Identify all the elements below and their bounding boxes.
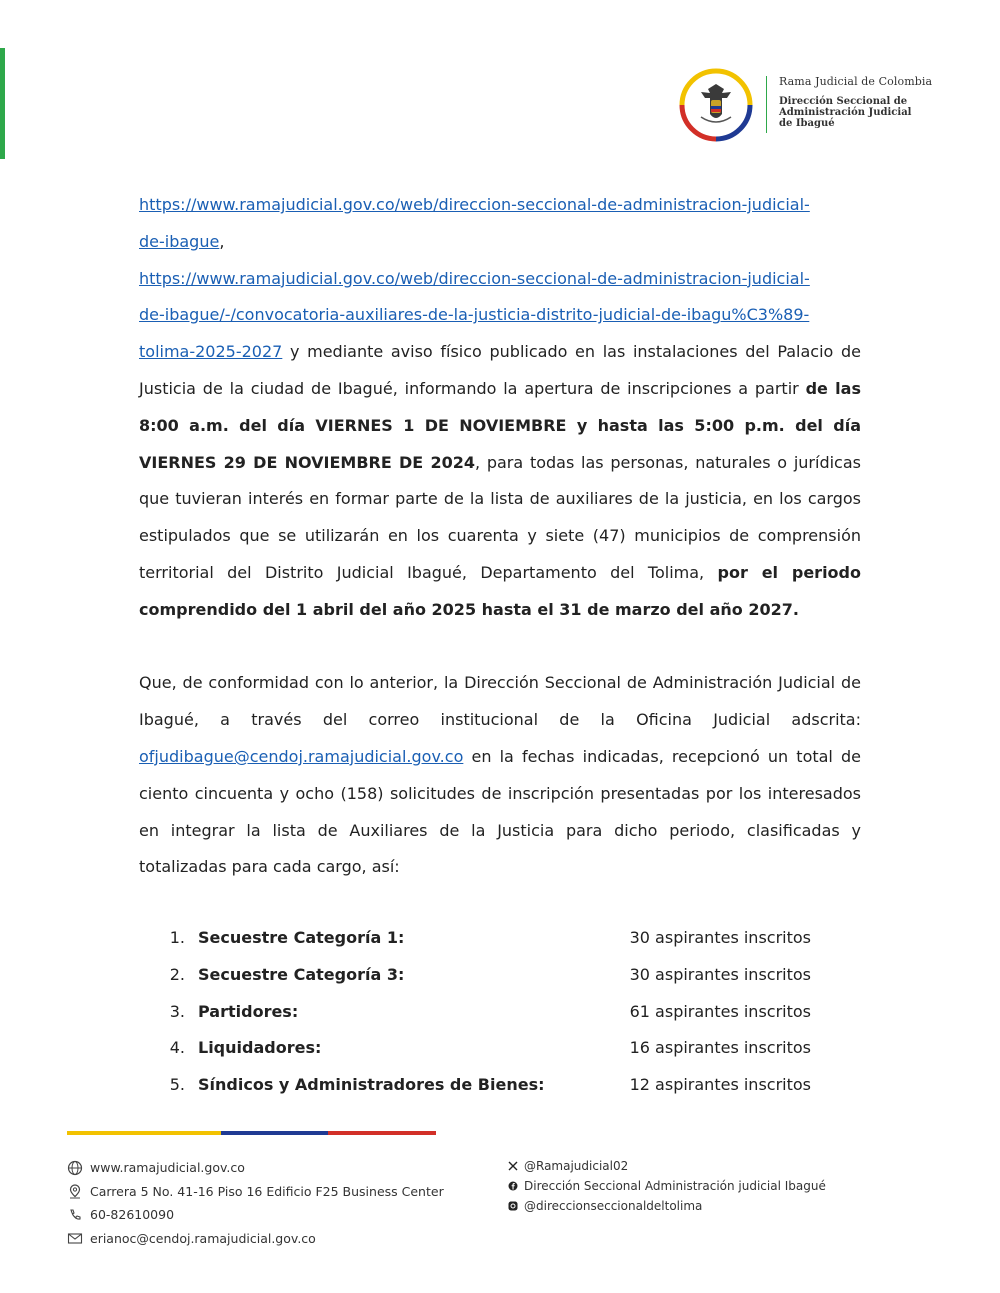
link-line[interactable]: https://www.ramajudicial.gov.co/web/direccion-seccional-de-administracion-judicial- <box>139 268 810 288</box>
list-item <box>165 1030 865 1067</box>
list-count: 12 aspirantes inscritos <box>629 1075 811 1095</box>
list-number: 1. <box>169 928 185 947</box>
mail-icon <box>67 1230 83 1246</box>
list-cargo: Síndicos y Administradores de Bienes: <box>198 1075 545 1095</box>
paragraph-text: en la fechas indicadas, recepcionó un total de ciento cincuenta y ocho (158) solicitudes de inscripción presentadas por los interesados en integrar la lista de Auxiliares de la Justicia para dicho periodo, clasificadas y totalizadas para cada cargo, así: <box>139 746 861 877</box>
footer-twitter[interactable]: @Ramajudicial02 <box>524 1159 629 1173</box>
rama-judicial-logo-icon <box>679 68 753 142</box>
link-line[interactable]: de-ibague/-/convocatoria-auxiliares-de-la-justicia-distrito-judicial-de-ibagu%C3%89- <box>139 305 810 325</box>
footer-facebook[interactable]: Dirección Seccional Administración judicial Ibagué <box>524 1179 826 1193</box>
list-count: 30 aspirantes inscritos <box>629 928 811 947</box>
header-divider <box>766 76 767 133</box>
facebook-icon <box>508 1181 518 1191</box>
list-cargo: Partidores: <box>198 1001 299 1021</box>
list-count: 61 aspirantes inscritos <box>629 1001 811 1021</box>
list-cargo: Liquidadores: <box>198 1038 322 1058</box>
footer-tricolor-line <box>67 1131 436 1135</box>
footer-email-row[interactable] <box>67 1227 444 1251</box>
footer-facebook-row[interactable] <box>508 1176 826 1196</box>
list-number: 4. <box>169 1038 185 1058</box>
footer-instagram[interactable]: @direccionseccionaldeltolima <box>524 1199 703 1213</box>
footer-social <box>508 1156 826 1216</box>
footer-phone[interactable]: 60-82610090 <box>90 1207 175 1223</box>
paragraph-spacer <box>139 629 861 666</box>
globe-icon <box>67 1160 83 1176</box>
paragraph-inscriptions <box>139 334 861 628</box>
link-line[interactable]: https://www.ramajudicial.gov.co/web/direccion-seccional-de-administracion-judicial- <box>139 195 810 214</box>
footer-contact <box>67 1156 444 1250</box>
footer-web-row[interactable] <box>67 1156 444 1180</box>
list-cargo: Secuestre Categoría 3: <box>198 964 405 984</box>
brand-dependency-line: Dirección Seccional de <box>779 96 908 107</box>
link-line[interactable]: de-ibague <box>139 231 220 251</box>
cargo-list <box>165 920 865 1104</box>
list-item <box>165 920 865 957</box>
link-line[interactable]: tolima-2025-2027 <box>139 342 283 362</box>
brand-dependency-line: Administración Judicial <box>779 107 912 118</box>
footer-web[interactable]: www.ramajudicial.gov.co <box>90 1160 245 1176</box>
document-body <box>139 187 861 886</box>
footer-email[interactable]: erianoc@cendoj.ramajudicial.gov.co <box>90 1230 316 1246</box>
brand-org: Rama Judicial de Colombia <box>779 75 933 88</box>
paragraph-text: , para todas las personas, naturales o jurídicas que tuvieran interés en formar parte de la lista de auxiliares de la justicia, en los cargos estipulados que se utilizarán en los cuarenta y siete (47) municipios de comprensión territorial del Distrito Judicial Ibagué, Departamento del Tolima, <box>139 452 861 582</box>
list-number: 5. <box>169 1075 185 1095</box>
footer-address-row <box>67 1180 444 1204</box>
side-accent-bar <box>0 48 5 159</box>
list-cargo: Secuestre Categoría 1: <box>198 928 405 947</box>
list-item <box>165 1067 865 1104</box>
x-twitter-icon <box>508 1161 518 1171</box>
instagram-icon <box>508 1201 518 1211</box>
footer-instagram-row[interactable] <box>508 1196 826 1216</box>
paragraph-text: Que, de conformidad con lo anterior, la Dirección Seccional de Administración Judicial de Ibagué, a través del correo institucional de la Oficina Judicial adscrita: <box>139 673 861 730</box>
footer-twitter-row[interactable] <box>508 1156 826 1176</box>
paragraph-bold: por el periodo comprendido del 1 abril del año 2025 hasta el 31 de marzo del año 2027. <box>139 562 861 619</box>
footer-phone-row[interactable] <box>67 1203 444 1227</box>
footer-address: Carrera 5 No. 41-16 Piso 16 Edificio F25 Business Center <box>90 1183 444 1199</box>
list-number: 3. <box>169 1001 185 1021</box>
link-line-with-separator <box>139 224 861 261</box>
list-count: 30 aspirantes inscritos <box>629 964 811 984</box>
brand-dependency-line: de Ibagué <box>779 118 835 129</box>
paragraph-bold: de las 8:00 a.m. del día VIERNES 1 DE NOVIEMBRE y hasta las 5:00 p.m. del día VIERNES 29 DE NOVIEMBRE DE 2024 <box>139 378 861 472</box>
list-number: 2. <box>169 964 185 984</box>
list-item <box>165 957 865 994</box>
paragraph-text: y mediante aviso físico publicado en las instalaciones del Palacio de Justicia de la ciudad de Ibagué, informando la apertura de inscripciones a partir <box>139 342 861 398</box>
link-separator: , <box>219 231 225 251</box>
paragraph-reception <box>139 665 861 886</box>
list-count: 16 aspirantes inscritos <box>629 1038 811 1058</box>
email-link[interactable]: ofjudibague@cendoj.ramajudicial.gov.co <box>139 746 464 766</box>
location-pin-icon <box>67 1183 83 1199</box>
list-item <box>165 994 865 1031</box>
header-brand <box>779 75 932 129</box>
phone-icon <box>67 1207 83 1223</box>
